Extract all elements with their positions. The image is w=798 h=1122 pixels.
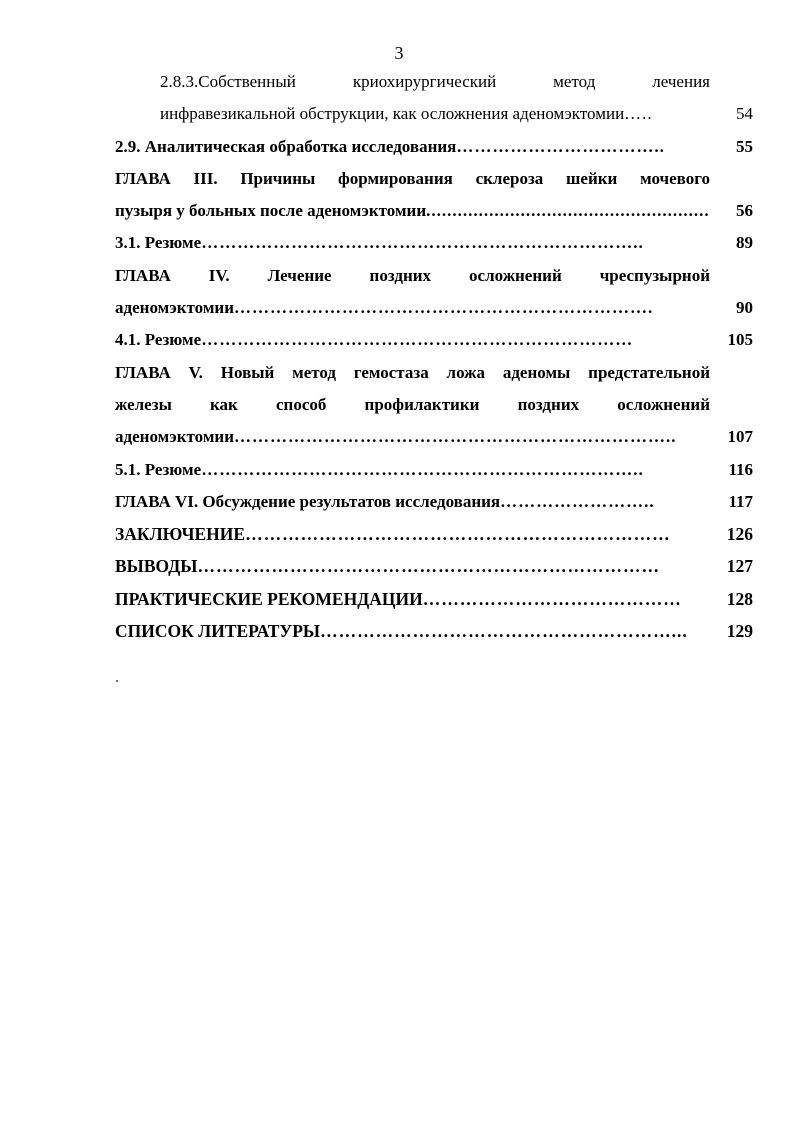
toc-page-number: 90 <box>736 298 753 318</box>
toc-leader-dots: ……………………………………………………………… <box>201 330 634 350</box>
toc-page-number: 54 <box>736 104 753 124</box>
toc-entry-label: 5.1. Резюме <box>115 459 202 479</box>
toc-entry-last-line <box>115 583 710 615</box>
toc-entry-text-line: ГЛАВА III. Причины формирования склероза шейки мочевого <box>115 168 710 188</box>
toc-entry-last-line <box>115 615 710 647</box>
toc-entry-bibliography[interactable] <box>115 615 753 647</box>
toc-entry-last-line <box>115 131 710 163</box>
toc-entry-last-line <box>115 324 710 356</box>
toc-leader-dots: ...................................................... <box>426 201 710 221</box>
toc-entry-label: аденомэктомии <box>115 298 235 318</box>
toc-leader-dots: …………………………………………………... <box>320 621 688 642</box>
toc-leader-dots: …………………………………………………………… <box>245 524 671 545</box>
toc-leader-dots: ……………………………………………………………….. <box>234 427 677 447</box>
toc-entry-label: ПРАКТИЧЕСКИЕ РЕКОМЕНДАЦИИ <box>115 588 423 609</box>
toc-entry-label: 4.1. Резюме <box>115 330 202 350</box>
toc-page-number: 55 <box>736 136 753 156</box>
toc-page-number: 89 <box>736 233 753 253</box>
toc-page-number: 117 <box>728 491 753 511</box>
toc-entry-last-line <box>115 518 710 550</box>
toc-entry-last-line <box>115 195 710 227</box>
toc-page-number: 56 <box>736 201 753 221</box>
toc-entry-chapter-3[interactable] <box>115 163 753 228</box>
toc-entry-text-line: ГЛАВА IV. Лечение поздних осложнений чреспузырной <box>115 265 710 285</box>
toc-entry-label: ЗАКЛЮЧЕНИЕ <box>115 524 246 545</box>
toc-page-number: 126 <box>726 524 753 545</box>
toc-entry-label: СПИСОК ЛИТЕРАТУРЫ <box>115 621 321 642</box>
toc-entry-label: ГЛАВА VI. Обсуждение результатов исследования <box>115 491 501 511</box>
toc-entry-chapter-5[interactable] <box>115 357 753 454</box>
toc-entry-text-line: железы как способ профилактики поздних осложнений <box>115 394 710 414</box>
toc-entry-text-line: ГЛАВА V. Новый метод гемостаза ложа аденомы предстательной <box>115 362 710 382</box>
toc-entry-label: пузыря у больных после аденомэктомии <box>115 201 427 221</box>
toc-leader-dots: ………………………………………………………………… <box>197 556 660 577</box>
toc-page-number: 127 <box>726 556 753 577</box>
toc-entry-last-line <box>115 421 710 453</box>
toc-leader-dots: …………………….. <box>500 491 655 511</box>
toc-entry-conclusion[interactable] <box>115 518 753 550</box>
toc-entry-last-line <box>115 486 710 518</box>
toc-page-number: 128 <box>726 588 753 609</box>
toc-entry-chapter-4[interactable] <box>115 260 753 325</box>
toc-entry-2-9[interactable] <box>115 131 753 163</box>
toc-page-number: 105 <box>727 330 753 350</box>
toc-page-number: 107 <box>727 427 753 447</box>
toc-entry-5-1[interactable] <box>115 454 753 486</box>
toc-entry-last-line <box>115 227 710 259</box>
toc-page-number: 116 <box>728 459 753 479</box>
toc-entry-recommendations[interactable] <box>115 583 753 615</box>
toc-entry-2-8-3[interactable] <box>115 66 753 131</box>
toc-entry-text-line: 2.8.3.Собственный криохирургический метод лечения <box>160 72 710 91</box>
toc-leader-dots: ……………………………………………………………. <box>234 298 654 318</box>
toc-leader-dots: ….. <box>624 104 653 124</box>
toc-entry-label: 3.1. Резюме <box>115 233 202 253</box>
toc-entry-label: аденомэктомии <box>115 427 235 447</box>
toc-entry-last-line <box>115 292 710 324</box>
toc-entry-label: ВЫВОДЫ <box>115 556 198 577</box>
toc-entry-label: 2.9. Аналитическая обработка исследования <box>115 136 457 156</box>
toc-entry-last-line <box>160 98 710 130</box>
toc-leader-dots: ……………………………………………………………….. <box>201 233 644 253</box>
page-number: 3 <box>394 43 404 63</box>
toc-entry-4-1[interactable] <box>115 324 753 356</box>
toc-entry-findings[interactable] <box>115 550 753 582</box>
toc-entry-label: инфравезикальной обструкции, как осложнения аденомэктомии <box>160 104 625 124</box>
toc-leader-dots: …………………………….. <box>456 136 665 156</box>
toc-entry-last-line <box>115 550 710 582</box>
toc-entry-last-line <box>115 454 710 486</box>
scan-speck <box>116 680 118 682</box>
toc-leader-dots: ……………………………………………………………….. <box>201 459 644 479</box>
toc-entry-3-1[interactable] <box>115 227 753 259</box>
toc-entry-chapter-6[interactable] <box>115 486 753 518</box>
toc-leader-dots: …………………………………… <box>422 588 682 609</box>
toc-page-number: 129 <box>726 621 753 642</box>
table-of-contents <box>115 66 753 647</box>
